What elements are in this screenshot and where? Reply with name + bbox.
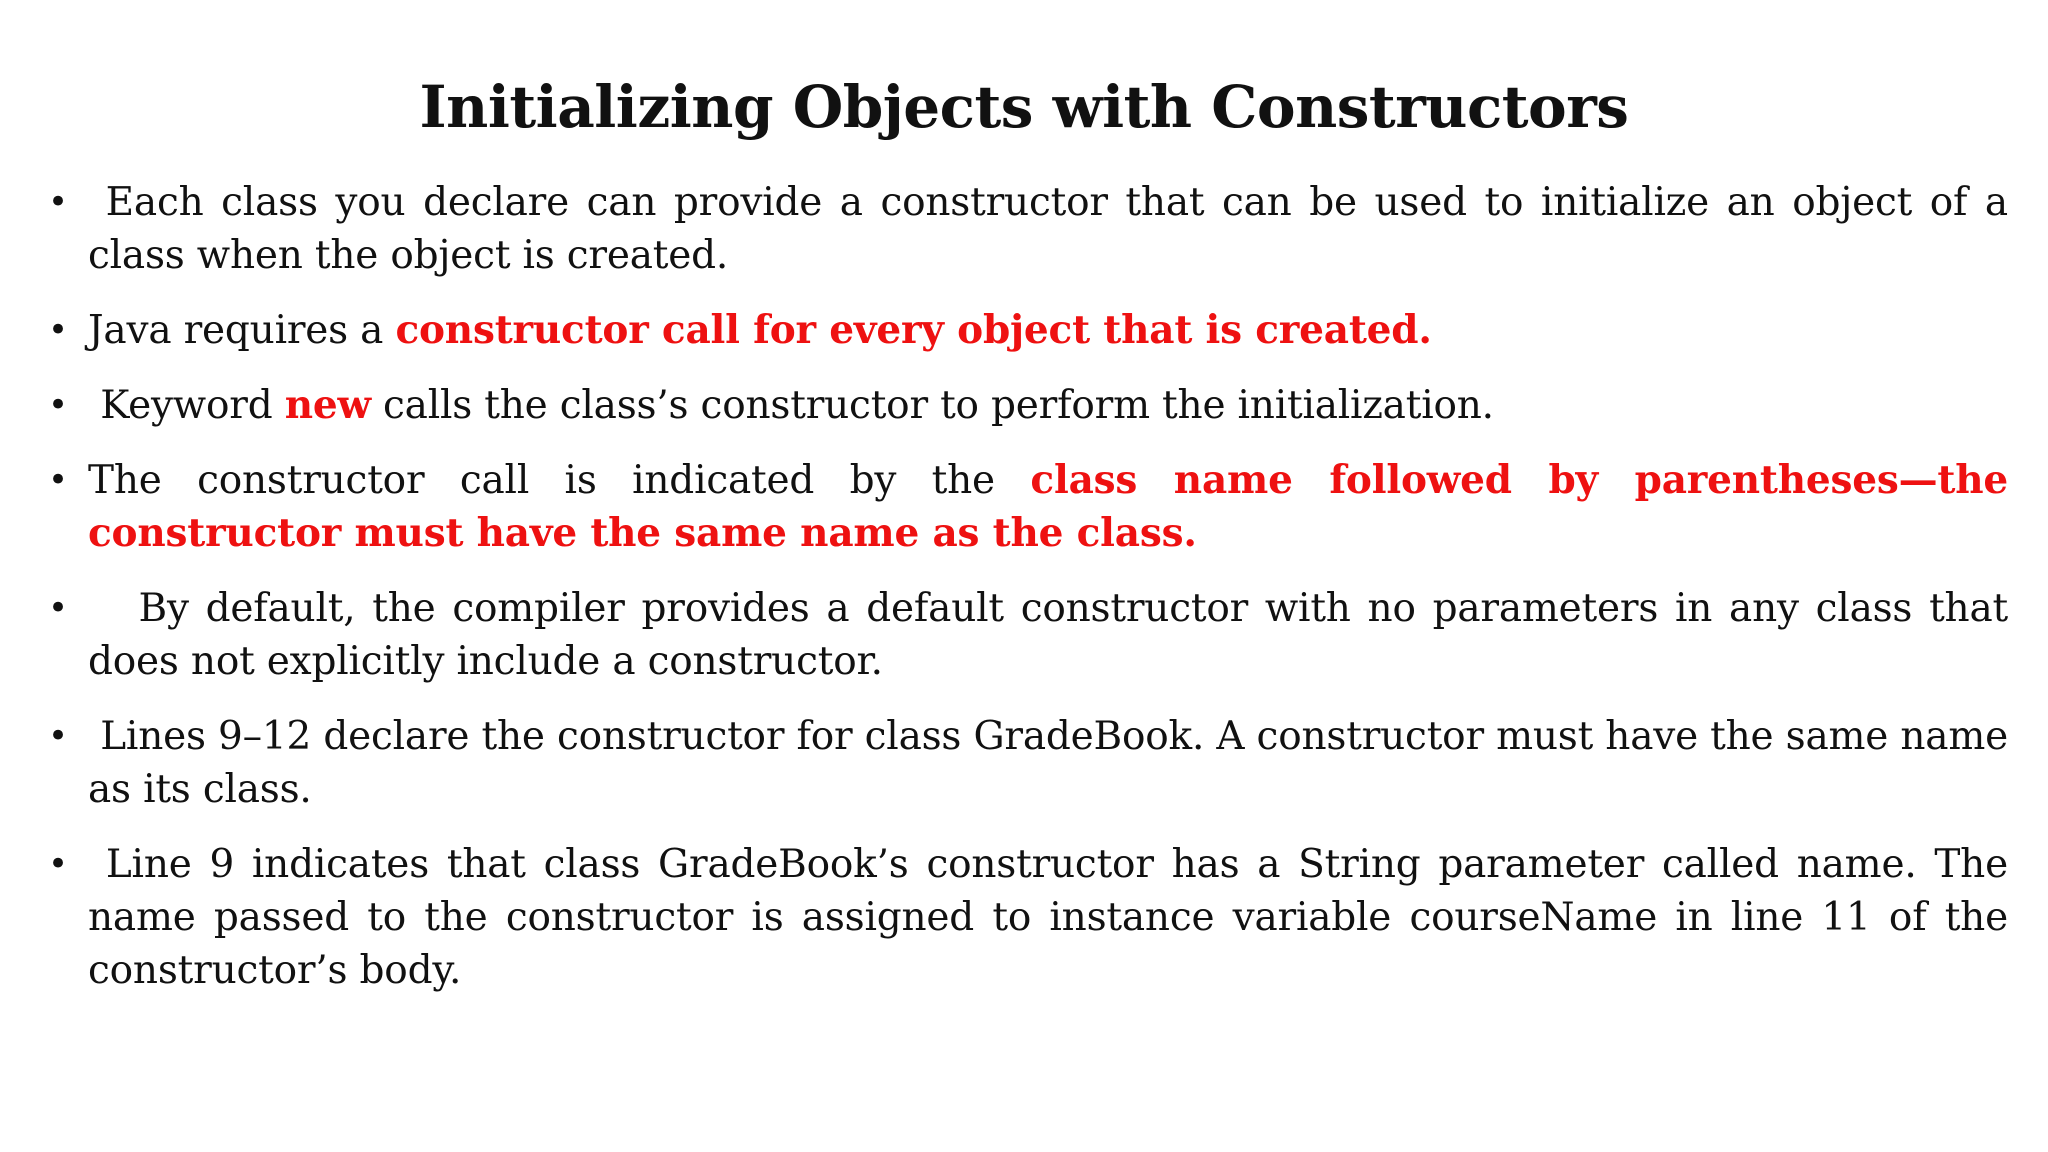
bullet-highlight: class name followed by parentheses—the constructor must have the same name as the class. — [88, 457, 2008, 556]
bullet-text: Line 9 indicates that class GradeBook’s constructor has a String parameter called name. The name passed to the constructor is assigned to instance variable courseName in line 11 of the constructor’s body. — [88, 842, 2021, 993]
bullet-text: The constructor call is indicated by the — [88, 458, 1031, 503]
bullet-icon: • — [48, 385, 68, 425]
bullet-item — [48, 454, 2008, 560]
bullet-text: Lines 9–12 declare the constructor for class GradeBook. A constructor must have the same name as its class. — [88, 714, 2021, 812]
bullet-icon: • — [48, 460, 68, 500]
bullet-item — [48, 582, 2021, 688]
bullet-item — [48, 176, 2021, 282]
bullet-highlight: constructor call for every object that is created. — [395, 307, 1432, 353]
bullet-text: By default, the compiler provides a default constructor with no parameters in any class that does not explicitly include a constructor. — [88, 586, 2021, 684]
bullet-icon: • — [48, 182, 68, 222]
bullet-item — [48, 710, 2021, 816]
bullet-text: Each class you declare can provide a constructor that can be used to initialize an object of a class when the object is created. — [88, 180, 2021, 278]
bullet-icon: • — [48, 310, 68, 350]
bullet-icon: • — [48, 588, 68, 628]
bullet-item — [48, 304, 2008, 357]
bullet-item — [48, 838, 2021, 997]
bullet-text: Keyword — [88, 383, 285, 428]
bullet-icon: • — [48, 844, 68, 884]
bullet-highlight: new — [284, 382, 371, 428]
bullet-text-tail: calls the class’s constructor to perform the initialization. — [370, 383, 1494, 428]
bullet-list — [48, 176, 2021, 1019]
bullet-icon: • — [48, 716, 68, 756]
bullet-text: Java requires a — [88, 308, 396, 353]
bullet-item — [48, 379, 2008, 432]
slide-title: Initializing Objects with Constructors — [419, 73, 1629, 141]
